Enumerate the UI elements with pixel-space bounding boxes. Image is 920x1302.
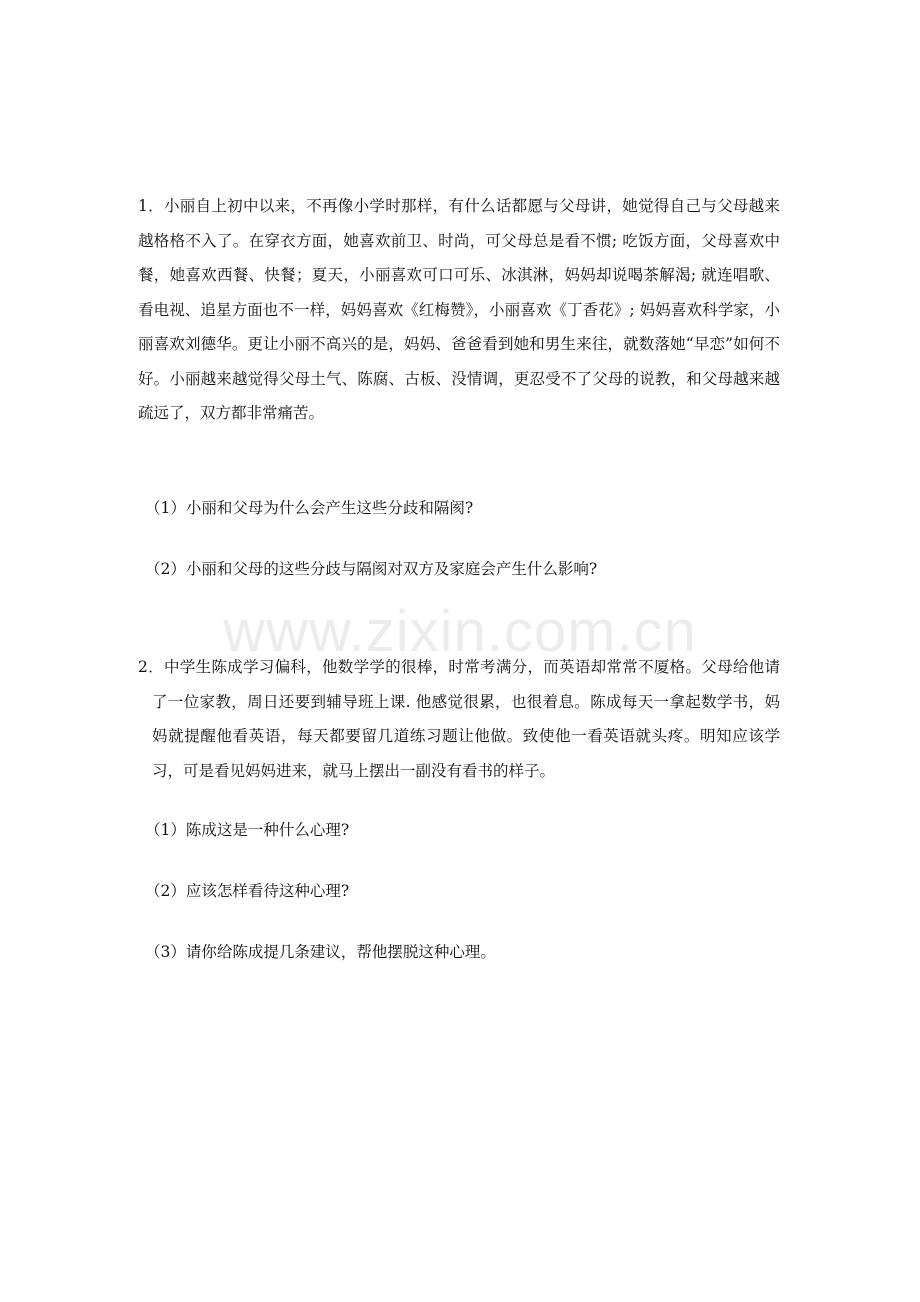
watermark-text: www.zixin.com.cn [223,599,697,664]
question-2-text: 2．中学生陈成学习偏科，他数学学的很棒，时常考满分，而英语却常常不厦格。父母给他请了一位家教，周日还要到辅导班上课. 他感觉很累，也很着息。陈成每天一拿起数学书，妈妈就提醒他看英语，每天都要留几道练习题让他做。致使他一看英语就头疼。明知应该学习，可是看见妈妈进来，就马上摆出一副没有看书的样子。 [138,658,780,780]
question-1-sub-1: （1）小丽和父母为什么会产生这些分歧和隔阂? [145,499,474,517]
question-1-text: 1．小丽自上初中以来，不再像小学时那样，有什么话都愿与父母讲，她觉得自己与父母越来越格格不入了。在穿衣方面，她喜欢前卫、时尚，可父母总是看不惯; 吃饭方面，父母喜欢中餐，她喜欢西餐、快餐；夏天，小丽喜欢可口可乐、冰淇淋，妈妈却说喝茶解渴; 就连唱歌、看电视、追星方面也不一样，妈妈喜欢《红梅赞》，小丽喜欢《丁香花》; 妈妈喜欢科学家，小丽喜欢刘德华。更让小丽不高兴的是，妈妈、爸爸看到她和男生来往，就数落她“早恋”如何不好。小丽越来越觉得父母土气、陈腐、古板、没情调，更忍受不了父母的说教，和父母越来越疏远了，双方都非常痛苦。 [138,197,780,422]
question-2-sub-2: （2）应该怎样看待这种心理? [145,882,350,900]
question-2-sub-1: （1）陈成这是一种什么心理? [145,821,350,839]
question-1-sub-2: （2）小丽和父母的这些分歧与隔阂对双方及家庭会产生什么影响? [145,560,598,578]
question-2-sub-3: （3）请你给陈成提几条建议，帮他摆脱这种心理。 [145,943,496,961]
